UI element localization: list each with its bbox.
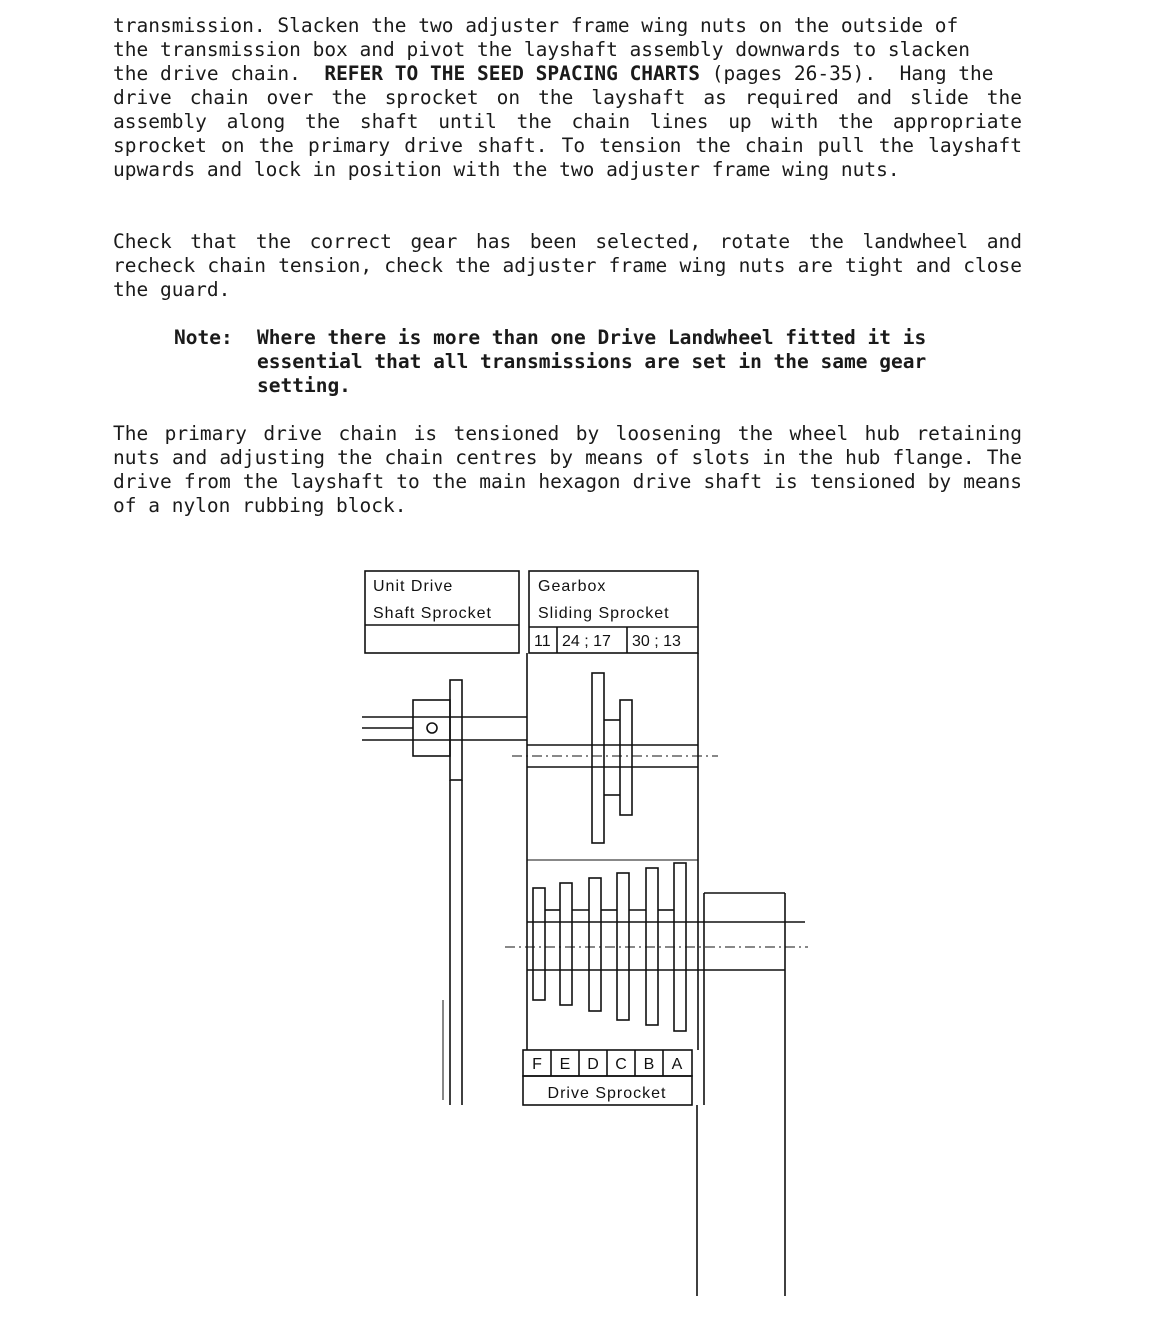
gearbox-label-line-2: Sliding Sprocket — [538, 605, 670, 622]
gear-letter: E — [559, 1056, 571, 1073]
paragraph-check-gear: Check that the correct gear has been selected, rotate the landwheel and recheck chain tension, check the adjuster frame wing nuts are tight and close the guard. — [113, 230, 1022, 301]
unit-drive-label-line-1: Unit Drive — [373, 578, 454, 595]
gear-letter: D — [587, 1056, 599, 1073]
line-text: (pages 26-35). Hang the — [700, 62, 994, 85]
unit-drive-label-line-2: Shaft Sprocket — [373, 605, 492, 622]
note-text: Where there is more than one Drive Landwheel fitted it is essential that all transmissions are set in the same gear setting. — [257, 326, 927, 397]
gearbox-label-line-1: Gearbox — [538, 578, 607, 595]
sliding-teeth-value: 30 ; 13 — [632, 633, 681, 650]
drive-sprocket-label-box — [523, 1050, 692, 1105]
line-text: the drive chain. — [113, 62, 325, 85]
drive-gear-cluster — [505, 863, 808, 1031]
gear-letter: C — [615, 1056, 627, 1073]
gear-letter: A — [671, 1056, 683, 1073]
paragraph-rest: drive chain over the sprocket on the layshaft as required and slide the assembly along the shaft until the chain lines up with the appropriate sprocket on the primary drive shaft. To tension the chain pull the layshaft upwards and lock in position with the two adjuster frame wing nuts. — [113, 86, 1022, 181]
unit-drive-label-box — [365, 571, 519, 653]
gear-letter: B — [643, 1056, 655, 1073]
layshaft-sprockets — [592, 673, 632, 843]
paragraph-primary-chain: The primary drive chain is tensioned by loosening the wheel hub retaining nuts and adjusting the chain centres by means of slots in the hub flange. The drive from the layshaft to the main hexagon drive shaft is tensioned by means of a nylon rubbing block. — [113, 422, 1022, 517]
shaft-pin-icon — [427, 723, 437, 733]
chart-reference-bold: REFER TO THE SEED SPACING CHARTS — [324, 62, 701, 85]
drive-chain-frame — [697, 893, 785, 1296]
gear-letter: F — [532, 1056, 542, 1073]
note-label: Note: — [174, 326, 233, 349]
sliding-teeth-value: 11 — [534, 633, 551, 650]
drive-sprocket-label: Drive Sprocket — [547, 1085, 667, 1102]
paragraph-line: transmission. Slacken the two adjuster frame wing nuts on the outside of — [113, 14, 959, 37]
gearbox-housing — [512, 653, 718, 1050]
gearbox-label-box — [529, 571, 698, 653]
paragraph-line: the transmission box and pivot the layshaft assembly downwards to slacken — [113, 38, 971, 61]
unit-drive-shaft — [362, 680, 527, 1105]
sliding-teeth-value: 24 ; 17 — [562, 633, 611, 650]
